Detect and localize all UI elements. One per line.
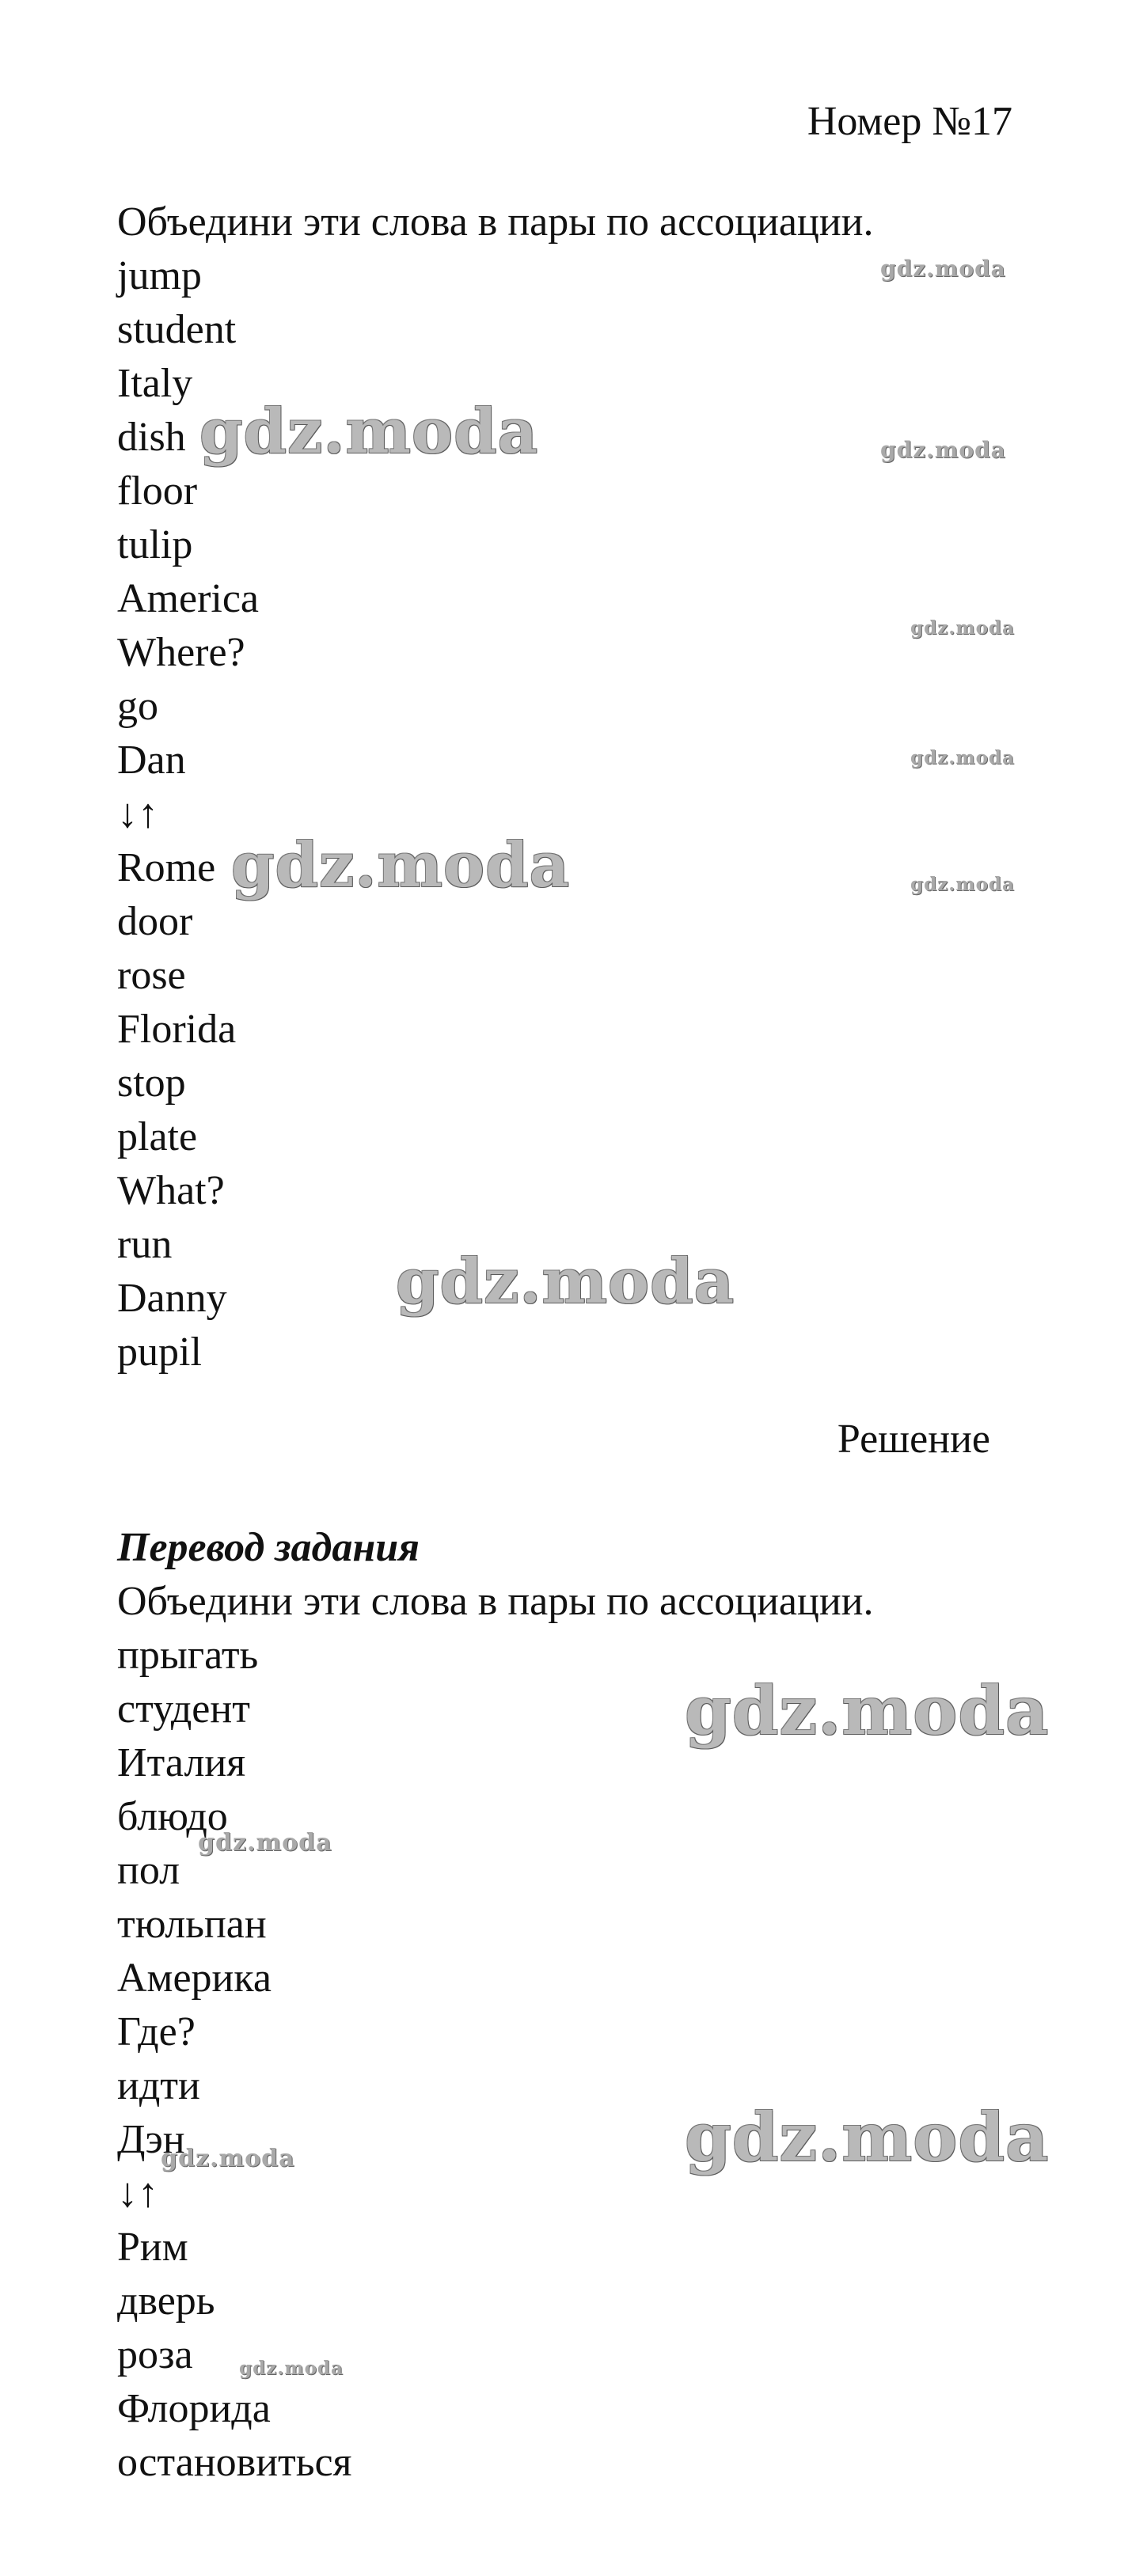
english-task-section <box>117 195 1035 1379</box>
russian-word-item: студент <box>117 1686 250 1732</box>
english-word-item: America <box>117 576 260 621</box>
english-word-item: What? <box>117 1168 225 1213</box>
swap-arrows-icon: ↓↑ <box>117 2171 158 2216</box>
english-word-list <box>117 249 1035 1379</box>
english-word-item: pupil <box>117 1330 202 1375</box>
russian-word-item: Флорида <box>117 2386 271 2431</box>
task-number: Номер №17 <box>807 99 1012 144</box>
russian-word-item: Рим <box>117 2225 188 2270</box>
watermark: gdz.moda <box>198 1829 332 1857</box>
english-word-item: door <box>117 899 193 944</box>
watermark: gdz.moda <box>685 2098 1050 2176</box>
english-word-item: tulip <box>117 522 193 567</box>
english-word-item: plate <box>117 1114 198 1159</box>
swap-arrows-icon: ↓↑ <box>117 791 158 837</box>
russian-word-item: остановиться <box>117 2440 352 2485</box>
watermark: gdz.moda <box>231 829 571 901</box>
russian-word-list <box>117 1629 1035 2490</box>
watermark: gdz.moda <box>910 617 1015 639</box>
russian-word-item: прыгать <box>117 1633 259 1678</box>
russian-word-item: пол <box>117 1848 180 1893</box>
english-word-item: Dan <box>117 738 186 783</box>
watermark: gdz.moda <box>161 2145 295 2172</box>
watermark: gdz.moda <box>880 256 1006 282</box>
russian-word-item: Дэн <box>117 2117 185 2162</box>
english-word-item: stop <box>117 1060 186 1106</box>
english-word-item: student <box>117 307 237 352</box>
russian-word-item: тюльпан <box>117 1902 267 1947</box>
watermark: gdz.moda <box>910 747 1015 768</box>
russian-word-item: Где? <box>117 2009 196 2054</box>
english-word-item: jump <box>117 253 202 298</box>
watermark: gdz.moda <box>239 2358 344 2379</box>
translation-instruction: Объедини эти слова в пары по ассоциации. <box>117 1579 874 1624</box>
english-word-item: rose <box>117 953 186 998</box>
english-word-item: Florida <box>117 1007 237 1052</box>
english-word-item: dish <box>117 415 186 460</box>
russian-word-item: идти <box>117 2063 200 2108</box>
english-word-item: run <box>117 1222 173 1267</box>
watermark: gdz.moda <box>685 1671 1050 1750</box>
english-word-item: Danny <box>117 1276 227 1321</box>
english-word-item: floor <box>117 469 198 514</box>
english-word-item: Where? <box>117 630 245 675</box>
english-word-item: Rome <box>117 845 216 890</box>
russian-word-item: Италия <box>117 1740 246 1785</box>
task-instruction: Объедини эти слова в пары по ассоциации. <box>117 199 874 245</box>
watermark: gdz.moda <box>880 437 1006 463</box>
russian-word-item: дверь <box>117 2278 215 2324</box>
watermark: gdz.moda <box>910 874 1015 895</box>
solution-label: Решение <box>837 1417 990 1462</box>
english-word-item: Italy <box>117 361 193 406</box>
russian-word-item: роза <box>117 2332 193 2377</box>
russian-word-item: Америка <box>117 1956 272 2001</box>
translation-section <box>117 1521 1035 2490</box>
translation-title: Перевод задания <box>117 1525 420 1570</box>
english-word-item: go <box>117 684 158 729</box>
watermark: gdz.moda <box>199 396 539 468</box>
watermark: gdz.moda <box>396 1246 735 1318</box>
russian-word-item: блюдо <box>117 1794 228 1839</box>
